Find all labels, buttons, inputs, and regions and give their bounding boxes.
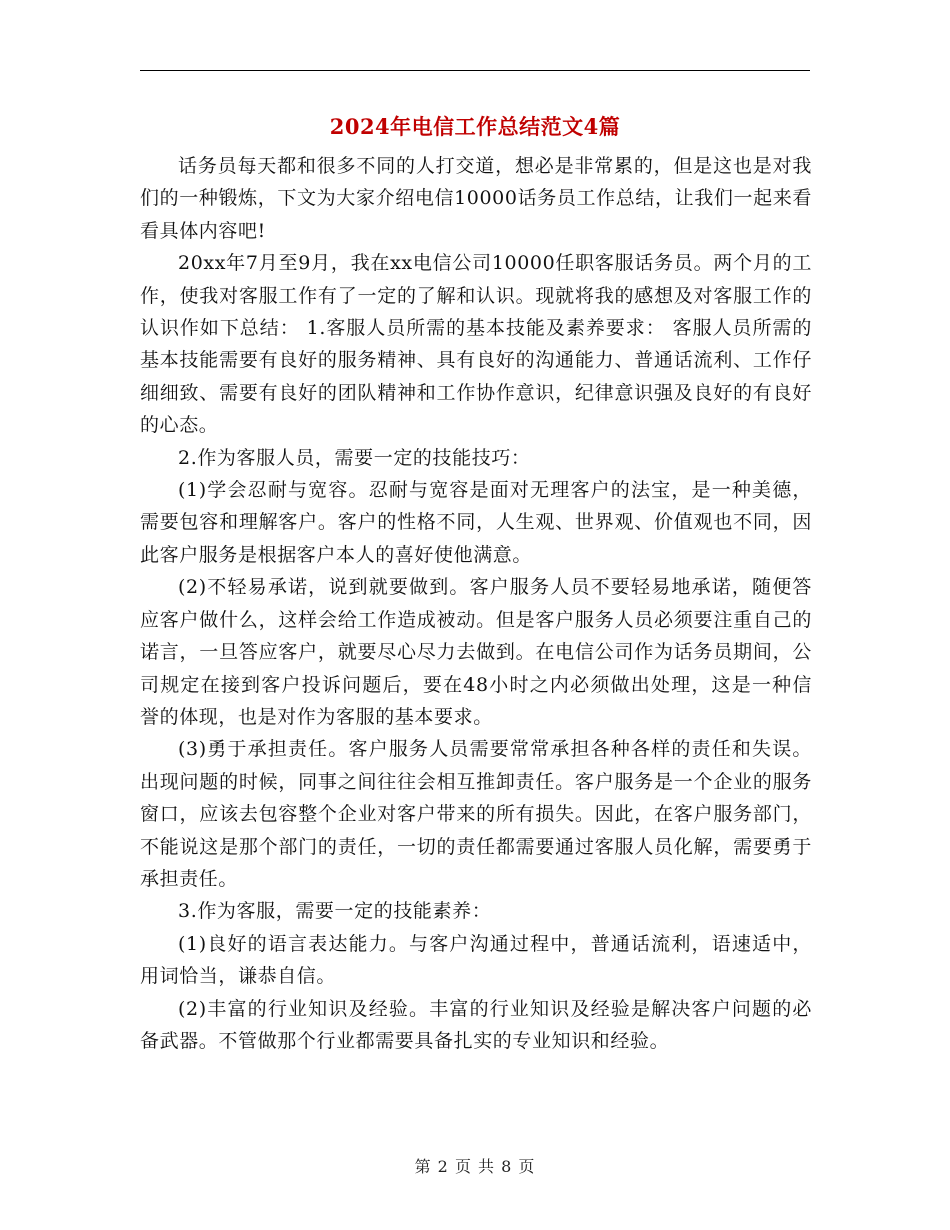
page-number: 第 2 页 共 8 页 [414,1157,536,1176]
page-footer [0,1154,950,1177]
document-title: 2024年电信工作总结范文4篇 [329,114,621,139]
paragraph-heading-skills: 2.作为客服人员，需要一定的技能技巧： [178,446,531,469]
paragraph-responsibility: (3)勇于承担责任。客户服务人员需要常常承担各种各样的责任和失误。出现问题的时候，同事之间往往会相互推卸责任。客户服务是一个企业的服务窗口，应该去包容整个企业对客户带来的所有损失。因此，在客户服务部门，不能说这是那个部门的责任，一切的责任都需要通过客服人员化解，需要勇于承担责任。 [140,738,812,890]
paragraph-promise: (2)不轻易承诺，说到就要做到。客户服务人员不要轻易地承诺，随便答应客户做什么，这样会给工作造成被动。但是客户服务人员必须要注重自己的诺言，一旦答应客户，就要尽心尽力去做到。在电信公司作为话务员期间，公司规定在接到客户投诉问题后，要在48小时之内必须做出处理，这是一种信誉的体现，也是对作为客服的基本要求。 [140,576,812,728]
paragraph-summary: 20xx年7月至9月，我在xx电信公司10000任职客服话务员。两个月的工作，使我对客服工作有了一定的了解和认识。现就将我的感想及对客服工作的认识作如下总结： 1.客服人员所需的基本技能及素养要求： 客服人员所需的基本技能需要有良好的服务精神、具有良好的沟通能力、普通话流利、工作仔细细致、需要有良好的团队精神和工作协作意识，纪律意识强及良好的有良好的心态。 [140,252,812,437]
paragraph-intro: 话务员每天都和很多不同的人打交道，想必是非常累的，但是这也是对我们的一种锻炼，下文为大家介绍电信10000话务员工作总结，让我们一起来看看具体内容吧! [140,155,812,242]
paragraph-knowledge: (2)丰富的行业知识及经验。丰富的行业知识及经验是解决客户问题的必备武器。不管做那个行业都需要具备扎实的专业知识和经验。 [140,997,812,1052]
paragraph-language: (1)良好的语言表达能力。与客户沟通过程中，普通话流利，语速适中，用词恰当，谦恭自信。 [140,932,812,988]
paragraph-patience: (1)学会忍耐与宽容。忍耐与宽容是面对无理客户的法宝，是一种美德，需要包容和理解客户。客户的性格不同，人生观、世界观、价值观也不同，因此客户服务是根据客户本人的喜好使他满意。 [140,479,812,566]
header-rule [140,70,810,71]
document-body [140,150,812,1057]
paragraph-heading-qualities: 3.作为客服，需要一定的技能素养： [178,900,492,923]
